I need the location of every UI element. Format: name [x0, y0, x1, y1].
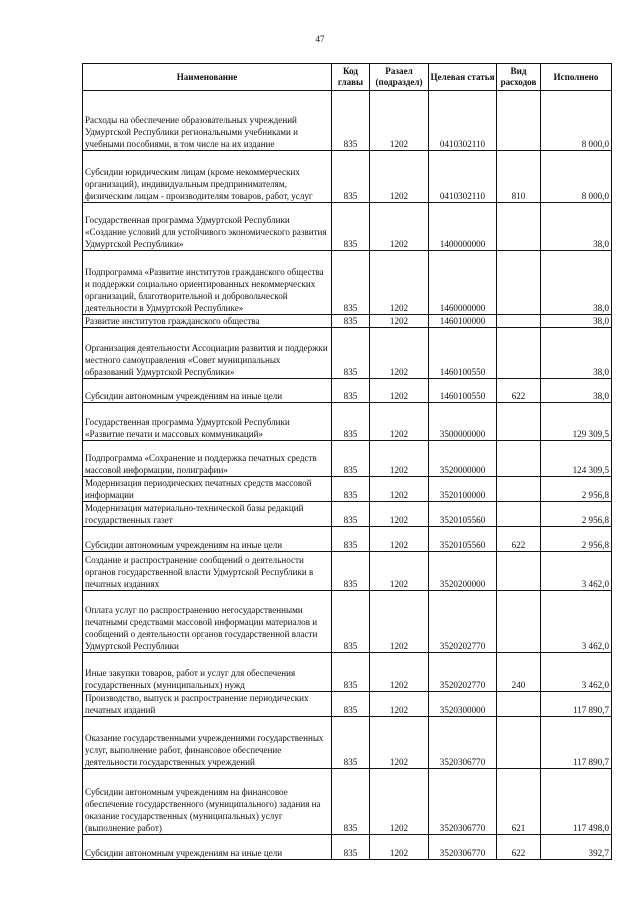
- budget-table: [82, 63, 612, 860]
- row-code: 835: [332, 477, 370, 502]
- row-code: 835: [332, 527, 370, 552]
- row-article: 3520105560: [429, 502, 497, 527]
- row-article: 3520202770: [429, 591, 497, 653]
- table-row: [83, 769, 612, 835]
- row-value: 117 890,7: [541, 692, 612, 717]
- row-section: 1202: [370, 203, 429, 251]
- table-row: [83, 315, 612, 328]
- page-number: 47: [315, 34, 325, 44]
- row-section: 1202: [370, 477, 429, 502]
- row-section: 1202: [370, 552, 429, 591]
- row-article: 1400000000: [429, 203, 497, 251]
- row-value: 8 000,0: [541, 91, 612, 151]
- row-section: 1202: [370, 692, 429, 717]
- row-name: Создание и распространение сообщений о деятельности органов государственной власти Удмуртской Республики в печатных изданиях: [83, 552, 332, 591]
- table-row: [83, 403, 612, 441]
- row-type: 622: [497, 835, 541, 860]
- row-section: 1202: [370, 502, 429, 527]
- row-section: 1202: [370, 591, 429, 653]
- header-done: Исполнено: [541, 64, 612, 91]
- row-article: 3520306770: [429, 717, 497, 769]
- row-section: 1202: [370, 403, 429, 441]
- row-name: Развитие институтов гражданского общества: [83, 315, 332, 328]
- table-row: [83, 527, 612, 552]
- row-article: 0410302110: [429, 151, 497, 203]
- row-section: 1202: [370, 379, 429, 403]
- header-type: Вид расходов: [497, 64, 541, 91]
- row-value: 392,7: [541, 835, 612, 860]
- row-article: 3520306770: [429, 769, 497, 835]
- row-type: [497, 502, 541, 527]
- row-section: 1202: [370, 151, 429, 203]
- row-value: 117 498,0: [541, 769, 612, 835]
- table-row: [83, 203, 612, 251]
- row-article: 1460100550: [429, 328, 497, 379]
- row-name: Организация деятельности Ассоциации развития и поддержки местного самоуправления «Совет муниципальных образований Удмуртской Республики»: [83, 328, 332, 379]
- row-name: Государственная программа Удмуртской Республики «Развитие печати и массовых коммуникаций»: [83, 403, 332, 441]
- row-value: 8 000,0: [541, 151, 612, 203]
- row-article: 3520202770: [429, 653, 497, 692]
- row-value: 2 956,8: [541, 527, 612, 552]
- row-article: 3500000000: [429, 403, 497, 441]
- row-name: Оказание государственными учреждениями государственных услуг, выполнение работ, финансовое обеспечение деятельности государственных учреждений: [83, 717, 332, 769]
- row-type: [497, 692, 541, 717]
- row-name: Государственная программа Удмуртской Республики «Создание условий для устойчивого экономического развития Удмуртской Республики»: [83, 203, 332, 251]
- table-row: [83, 91, 612, 151]
- row-code: 835: [332, 379, 370, 403]
- row-type: [497, 552, 541, 591]
- row-value: 38,0: [541, 379, 612, 403]
- header-article: Целевая статья: [429, 64, 497, 91]
- row-type: [497, 203, 541, 251]
- table-row: [83, 379, 612, 403]
- row-type: [497, 441, 541, 477]
- row-article: 1460100550: [429, 379, 497, 403]
- row-value: 2 956,8: [541, 477, 612, 502]
- row-name: Субсидии автономным учреждениям на финансовое обеспечение государственного (муниципального) задания на оказание государственных (муниципальных) услуг (выполнение работ): [83, 769, 332, 835]
- row-article: 3520105560: [429, 527, 497, 552]
- table-row: [83, 591, 612, 653]
- row-section: 1202: [370, 251, 429, 315]
- row-section: 1202: [370, 91, 429, 151]
- row-name: Субсидии автономным учреждениям на иные цели: [83, 835, 332, 860]
- row-name: Иные закупки товаров, работ и услуг для обеспечения государственных (муниципальных) нужд: [83, 653, 332, 692]
- table-row: [83, 552, 612, 591]
- row-value: 3 462,0: [541, 552, 612, 591]
- row-value: 2 956,8: [541, 502, 612, 527]
- row-code: 835: [332, 591, 370, 653]
- header-code: Код главы: [332, 64, 370, 91]
- table-row: [83, 835, 612, 860]
- row-article: 3520306770: [429, 835, 497, 860]
- row-article: 3520000000: [429, 441, 497, 477]
- row-code: 835: [332, 717, 370, 769]
- row-name: Субсидии автономным учреждениям на иные цели: [83, 527, 332, 552]
- table-row: [83, 477, 612, 502]
- row-code: 835: [332, 251, 370, 315]
- table-row: [83, 717, 612, 769]
- row-value: 3 462,0: [541, 653, 612, 692]
- row-code: 835: [332, 769, 370, 835]
- row-section: 1202: [370, 527, 429, 552]
- row-code: 835: [332, 203, 370, 251]
- table-row: [83, 653, 612, 692]
- row-type: 240: [497, 653, 541, 692]
- row-section: 1202: [370, 328, 429, 379]
- table-row: [83, 441, 612, 477]
- row-type: 622: [497, 527, 541, 552]
- row-article: 1460100000: [429, 315, 497, 328]
- row-value: 38,0: [541, 328, 612, 379]
- table-row: [83, 151, 612, 203]
- row-article: 3520100000: [429, 477, 497, 502]
- row-code: 835: [332, 441, 370, 477]
- table-row: [83, 502, 612, 527]
- row-value: 124 309,5: [541, 441, 612, 477]
- row-code: 835: [332, 328, 370, 379]
- row-section: 1202: [370, 315, 429, 328]
- row-type: [497, 477, 541, 502]
- row-name: Подпрограмма «Сохранение и поддержка печатных средств массовой информации, полиграфии»: [83, 441, 332, 477]
- table-row: [83, 692, 612, 717]
- row-section: 1202: [370, 717, 429, 769]
- row-type: [497, 315, 541, 328]
- row-code: 835: [332, 151, 370, 203]
- row-code: 835: [332, 835, 370, 860]
- header-row: [83, 64, 612, 91]
- row-type: [497, 403, 541, 441]
- table-row: [83, 251, 612, 315]
- row-name: Субсидии юридическим лицам (кроме некоммерческих организаций), индивидуальным предпринимателям, физическим лицам - производителям товаров, работ, услуг: [83, 151, 332, 203]
- row-section: 1202: [370, 441, 429, 477]
- row-value: 117 890,7: [541, 717, 612, 769]
- row-section: 1202: [370, 835, 429, 860]
- row-article: 3520300000: [429, 692, 497, 717]
- row-section: 1202: [370, 769, 429, 835]
- row-value: 38,0: [541, 203, 612, 251]
- row-name: Производство, выпуск и распространение периодических печатных изданий: [83, 692, 332, 717]
- row-type: [497, 717, 541, 769]
- row-type: 622: [497, 379, 541, 403]
- row-name: Подпрограмма «Развитие институтов гражданского общества и поддержки социально ориентированных некоммерческих организаций, благотворительной и добровольческой деятельности в Удмуртской Республике»: [83, 251, 332, 315]
- row-code: 835: [332, 653, 370, 692]
- row-type: [497, 91, 541, 151]
- header-section: Разаел (подраздел): [370, 64, 429, 91]
- row-article: 0410302110: [429, 91, 497, 151]
- row-article: 3520200000: [429, 552, 497, 591]
- row-type: [497, 591, 541, 653]
- row-code: 835: [332, 692, 370, 717]
- row-type: [497, 328, 541, 379]
- row-name: Модернизация материально-технической базы редакций государственных газет: [83, 502, 332, 527]
- row-type: 810: [497, 151, 541, 203]
- row-type: [497, 251, 541, 315]
- row-name: Модернизация периодических печатных средств массовой информации: [83, 477, 332, 502]
- table-row: [83, 328, 612, 379]
- row-value: 129 309,5: [541, 403, 612, 441]
- row-code: 835: [332, 552, 370, 591]
- row-name: Оплата услуг по распространению негосударственными печатными средствами массовой информации материалов и сообщений о деятельности органов государственной власти Удмуртской Республики: [83, 591, 332, 653]
- header-name: Наименование: [83, 64, 332, 91]
- row-value: 38,0: [541, 315, 612, 328]
- row-article: 1460000000: [429, 251, 497, 315]
- row-code: 835: [332, 403, 370, 441]
- row-value: 3 462,0: [541, 591, 612, 653]
- row-name: Субсидии автономным учреждениям на иные цели: [83, 379, 332, 403]
- row-code: 835: [332, 502, 370, 527]
- row-code: 835: [332, 315, 370, 328]
- row-name: Расходы на обеспечение образовательных учреждений Удмуртской Республики региональными учебниками и учебными пособиями, в том числе на их издание: [83, 91, 332, 151]
- row-value: 38,0: [541, 251, 612, 315]
- row-type: 621: [497, 769, 541, 835]
- row-code: 835: [332, 91, 370, 151]
- row-section: 1202: [370, 653, 429, 692]
